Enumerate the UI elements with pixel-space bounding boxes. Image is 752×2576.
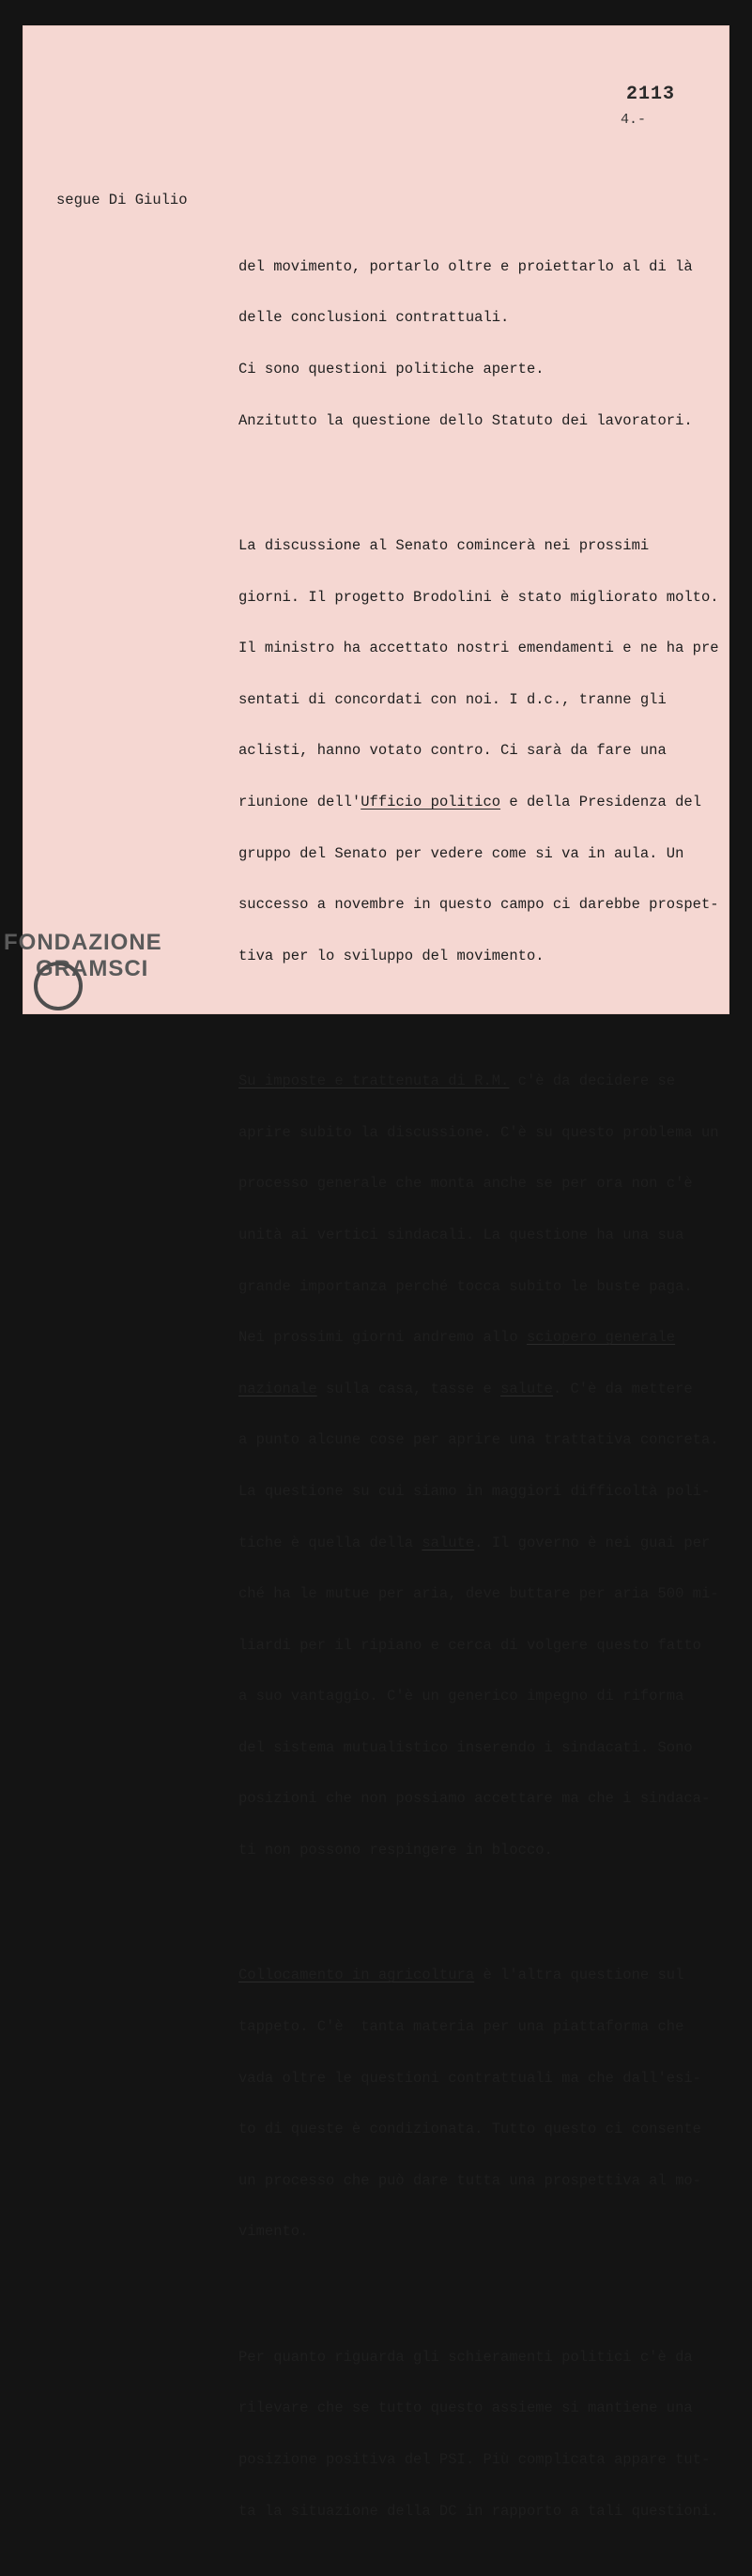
- text-line: successo a novembre in questo campo ci darebbe prospet-: [238, 896, 719, 914]
- underlined-phrase: Collocamento in agricoltura: [238, 1967, 475, 1984]
- text-line: ché ha le mutue per aria, deve buttare per aria 500 mi-: [238, 1585, 719, 1603]
- text-line: a suo vantaggio. C'è un generico impegno di riforma: [238, 1688, 684, 1705]
- text-line: aclisti, hanno votato contro. Ci sarà da fare una: [238, 742, 667, 760]
- text-line: giorni. Il progetto Brodolini è stato migliorato molto.: [238, 588, 719, 606]
- text-line: tiche è quella della salute. Il governo è nei guai per: [238, 1534, 711, 1551]
- paragraph-4: [238, 1933, 727, 2275]
- text-line: vada oltre le questioni contrattuali ma che dall'esi-: [238, 2069, 701, 2087]
- text-line: to di queste è condizionata. Tutto questo ci consente: [238, 2121, 701, 2138]
- paragraph-2: [238, 503, 727, 999]
- text-line: del sistema mutualistico inserendo i sindacati. Sono: [238, 1738, 693, 1756]
- text-line: del movimento, portarlo oltre e proiettarlo al di là: [238, 257, 693, 275]
- text-line: ti non possono respingere in blocco.: [238, 1842, 553, 1859]
- text-line: unità ai vertici sindacali. La questione ha una sua: [238, 1226, 684, 1243]
- page-number: 2113: [626, 84, 676, 105]
- underlined-phrase: nazionale: [238, 1380, 317, 1397]
- text-line: posizioni che non possiamo accettare ma che i sindaca-: [238, 1790, 711, 1808]
- text-line: un processo che può dare tutta una prospettiva al mo-: [238, 2171, 701, 2189]
- text-line: rilevare che se tutto questo assieme si mantiene una: [238, 2399, 693, 2417]
- text-line: aprire subito la discussione. C'è su questo problema un: [238, 1123, 719, 1141]
- text-line: Su imposte e trattenuta di R.M. c'è da decidere se: [238, 1072, 676, 1090]
- text-line: nazionale sulla casa, tasse e salute. C'è da mettere: [238, 1380, 693, 1397]
- sheet-index: 4.-: [621, 112, 647, 128]
- text-line: Collocamento in agricoltura è l'altra questione sul: [238, 1967, 684, 1984]
- text-line: a punto alcune cose per aprire una trattativa concreta.: [238, 1431, 719, 1449]
- text-line: tappeto. C'è tanta materia per una piattaforma che: [238, 2018, 684, 2036]
- paragraph-3: [238, 1039, 727, 1893]
- underlined-phrase: sciopero generale: [526, 1329, 676, 1347]
- text-line: gruppo del Senato per vedere come si va in aula. Un: [238, 844, 684, 862]
- paragraph-5: [238, 2314, 727, 2553]
- text-line: processo generale che monta anche se per ora non c'è: [238, 1175, 693, 1193]
- text-line: Nei prossimi giorni andremo allo sciopero generale: [238, 1329, 676, 1347]
- text-line: ta la situazione della DC in rapporto a tali questioni.: [238, 2502, 719, 2520]
- text-line: sentati di concordati con noi. I d.c., tranne gli: [238, 690, 667, 708]
- underlined-phrase: salute: [500, 1380, 553, 1397]
- underlined-phrase: Ufficio politico: [361, 793, 501, 810]
- text-line: riunione dell'Ufficio politico e della Presidenza del: [238, 793, 701, 810]
- watermark-line-2: GRAMSCI: [36, 956, 149, 981]
- typed-body: [238, 190, 727, 2576]
- text-line: Per quanto riguarda gli schieramenti politici c'è da: [238, 2348, 693, 2366]
- fondazione-gramsci-watermark: [4, 930, 162, 982]
- watermark-line-1: FONDAZIONE: [4, 930, 162, 955]
- underlined-phrase: salute: [422, 1534, 475, 1551]
- paragraph-1: [238, 224, 727, 463]
- text-line: vimento.: [238, 2223, 309, 2241]
- text-line: grande importanza perché tocca subito le buste paga.: [238, 1277, 693, 1295]
- text-line: posizione positiva del PSI. Più complicata appare tut-: [238, 2451, 711, 2469]
- text-line: Il ministro ha accettato nostri emendamenti e ne ha pre: [238, 640, 719, 657]
- text-line: La questione su cui siamo in maggiori difficoltà poli-: [238, 1482, 711, 1500]
- underlined-phrase: Su imposte e trattenuta di R.M.: [238, 1072, 510, 1090]
- text-line: La discussione al Senato comincerà nei prossimi: [238, 537, 650, 554]
- text-line: Anzitutto la questione dello Statuto dei lavoratori.: [238, 411, 693, 429]
- text-line: liardi per il ripiano e cerca di volgere questo fatto: [238, 1636, 701, 1654]
- text-line: Ci sono questioni politiche aperte.: [238, 361, 545, 378]
- text-line: tiva per lo sviluppo del movimento.: [238, 947, 545, 964]
- gramsci-logo-icon: [34, 962, 83, 1010]
- speaker-label: segue Di Giulio: [56, 192, 188, 208]
- text-line: delle conclusioni contrattuali.: [238, 309, 510, 327]
